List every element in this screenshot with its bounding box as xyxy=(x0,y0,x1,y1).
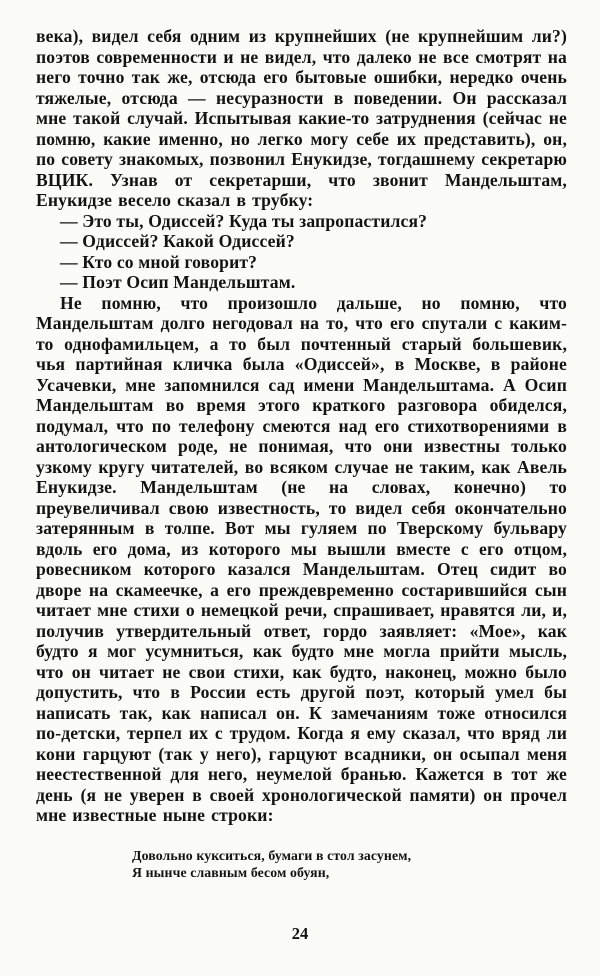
verse-line-2: Я нынче славным бесом обуян, xyxy=(132,864,330,880)
paragraph-main: Не помню, что произошло дальше, но помню, что Мандельштам долго негодовал на то, что его спутали с каким-то однофамильцем, а то был почтенный старый большевик, чья партийная кличка была «Одиссей», в Москве, в районе Усачевки, мне запомнился сад имени Мандельштама. А Осип Мандельштам во время этого краткого разговора обиделся, подумал, что по телефону смеются над его стихотворениями в антологическом роде, не понимая, что они известны только узкому кругу читателей, во всяком случае не таким, как Авель Енукидзе. Мандельштам (не на словах, конечно) то преувеличивал свою известность, то видел себя окончательно затерянным в толпе. Вот мы гуляем по Тверскому бульвару вдоль его дома, из которого мы вышли вместе с его отцом, ровесником которого казался Мандельштам. Отец сидит во дворе на скамеечке, а его преждевременно состарившийся сын читает мне стихи о немецкой речи, спрашивает, нравятся ли, и, получив утвердительный ответ, гордо заявляет: «Мое», как будто я мог усумниться, как будто мне могла прийти мысль, что он читает не свои стихи, как будто, наконец, можно было допустить, что в России есть другой поэт, который умел бы написать так, как написал он. К замечаниям тоже относился по-детски, терпел их с трудом. Когда я ему сказал, что вряд ли кони гарцуют (так у него), гарцуют всадники, он осыпал меня неестественной для него, неумелой бранью. Кажется в тот же день (я не уверен в своей хронологической памяти) он прочел мне известные ныне строки: xyxy=(36,292,567,825)
verse-line-1: Довольно кукситься, бумаги в стол засунем, xyxy=(132,847,412,863)
paragraph-continuation: века), видел себя одним из крупнейших (не крупнейшим ли?) поэтов современности и не видел, что далеко не все смотрят на него точно так же, отсюда его бытовые ошибки, нередко очень тяжелые, отсюда — несуразности в поведении. Он рассказал мне такой случай. Испытывая какие-то затруднения (сейчас не помню, какие именно, но легко могу себе их представить), он, по совету знакомых, позвонил Енукидзе, тогдашнему секретарю ВЦИК. Узнав от секретарши, что звонит Мандельштам, Енукидзе весело сказал в трубку: xyxy=(36,26,567,210)
dialogue-line-4: — Поэт Осип Мандельштам. xyxy=(60,272,296,292)
dialogue-line-3: — Кто со мной говорит? xyxy=(60,251,258,272)
dialogue-line-1: — Это ты, Одиссей? Куда ты запропастился? xyxy=(60,210,428,231)
page-number: 24 xyxy=(291,924,309,943)
verse-quote xyxy=(132,847,567,881)
dialogue-line-2: — Одиссей? Какой Одиссей? xyxy=(60,231,295,251)
text-block xyxy=(36,26,567,881)
